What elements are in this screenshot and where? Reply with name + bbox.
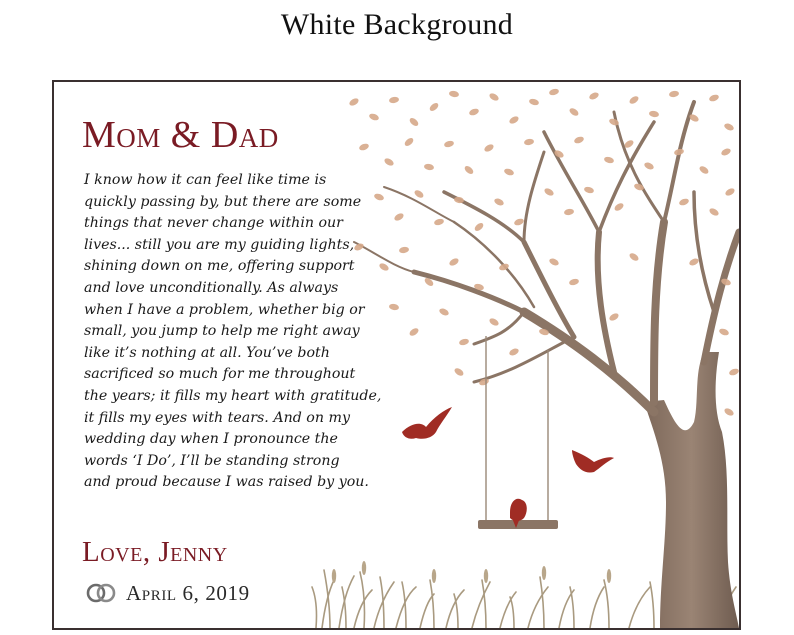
tree-leaves xyxy=(348,88,739,417)
bird-icon xyxy=(402,407,614,528)
poem-line: quickly passing by, but there are some xyxy=(84,193,362,210)
poem-line: sacrificed so much for me throughout xyxy=(84,366,356,383)
poem-line: and love unconditionally. As always xyxy=(84,279,339,296)
poem-line: when I have a problem, whether big or xyxy=(84,301,365,318)
poem-line: wedding day when I pronounce the xyxy=(84,431,338,448)
poem-line: like it’s nothing at all. You’ve both xyxy=(84,344,330,361)
poem-text xyxy=(84,170,384,494)
poem-line: it fills my eyes with tears. And on my xyxy=(84,409,350,426)
tree-trunk xyxy=(644,352,739,628)
poem-line: lives... still you are my guiding lights, xyxy=(84,236,355,253)
tree-branches xyxy=(354,102,739,412)
poem-line: small, you jump to help me right away xyxy=(84,323,360,340)
poem-line: the years; it fills my heart with gratitude, xyxy=(84,387,382,404)
poem-line: shining down on me, offering support xyxy=(84,258,355,275)
poem-line: words ‘I Do’, I’ll be standing strong xyxy=(84,452,340,469)
signoff: Love, Jenny xyxy=(82,536,228,568)
poem-line: I know how it can feel like time is xyxy=(84,172,327,188)
date-row xyxy=(84,580,250,606)
print-frame xyxy=(52,80,741,630)
grass-seed-heads xyxy=(332,561,701,583)
page-title: White Background xyxy=(280,8,514,41)
poem-line: and proud because I was raised by you. xyxy=(84,474,369,491)
poem-line: things that never change within our xyxy=(84,215,343,232)
print-title: Mom & Dad xyxy=(82,114,279,156)
wedding-date: April 6, 2019 xyxy=(126,580,250,605)
wedding-rings-icon xyxy=(84,582,118,604)
